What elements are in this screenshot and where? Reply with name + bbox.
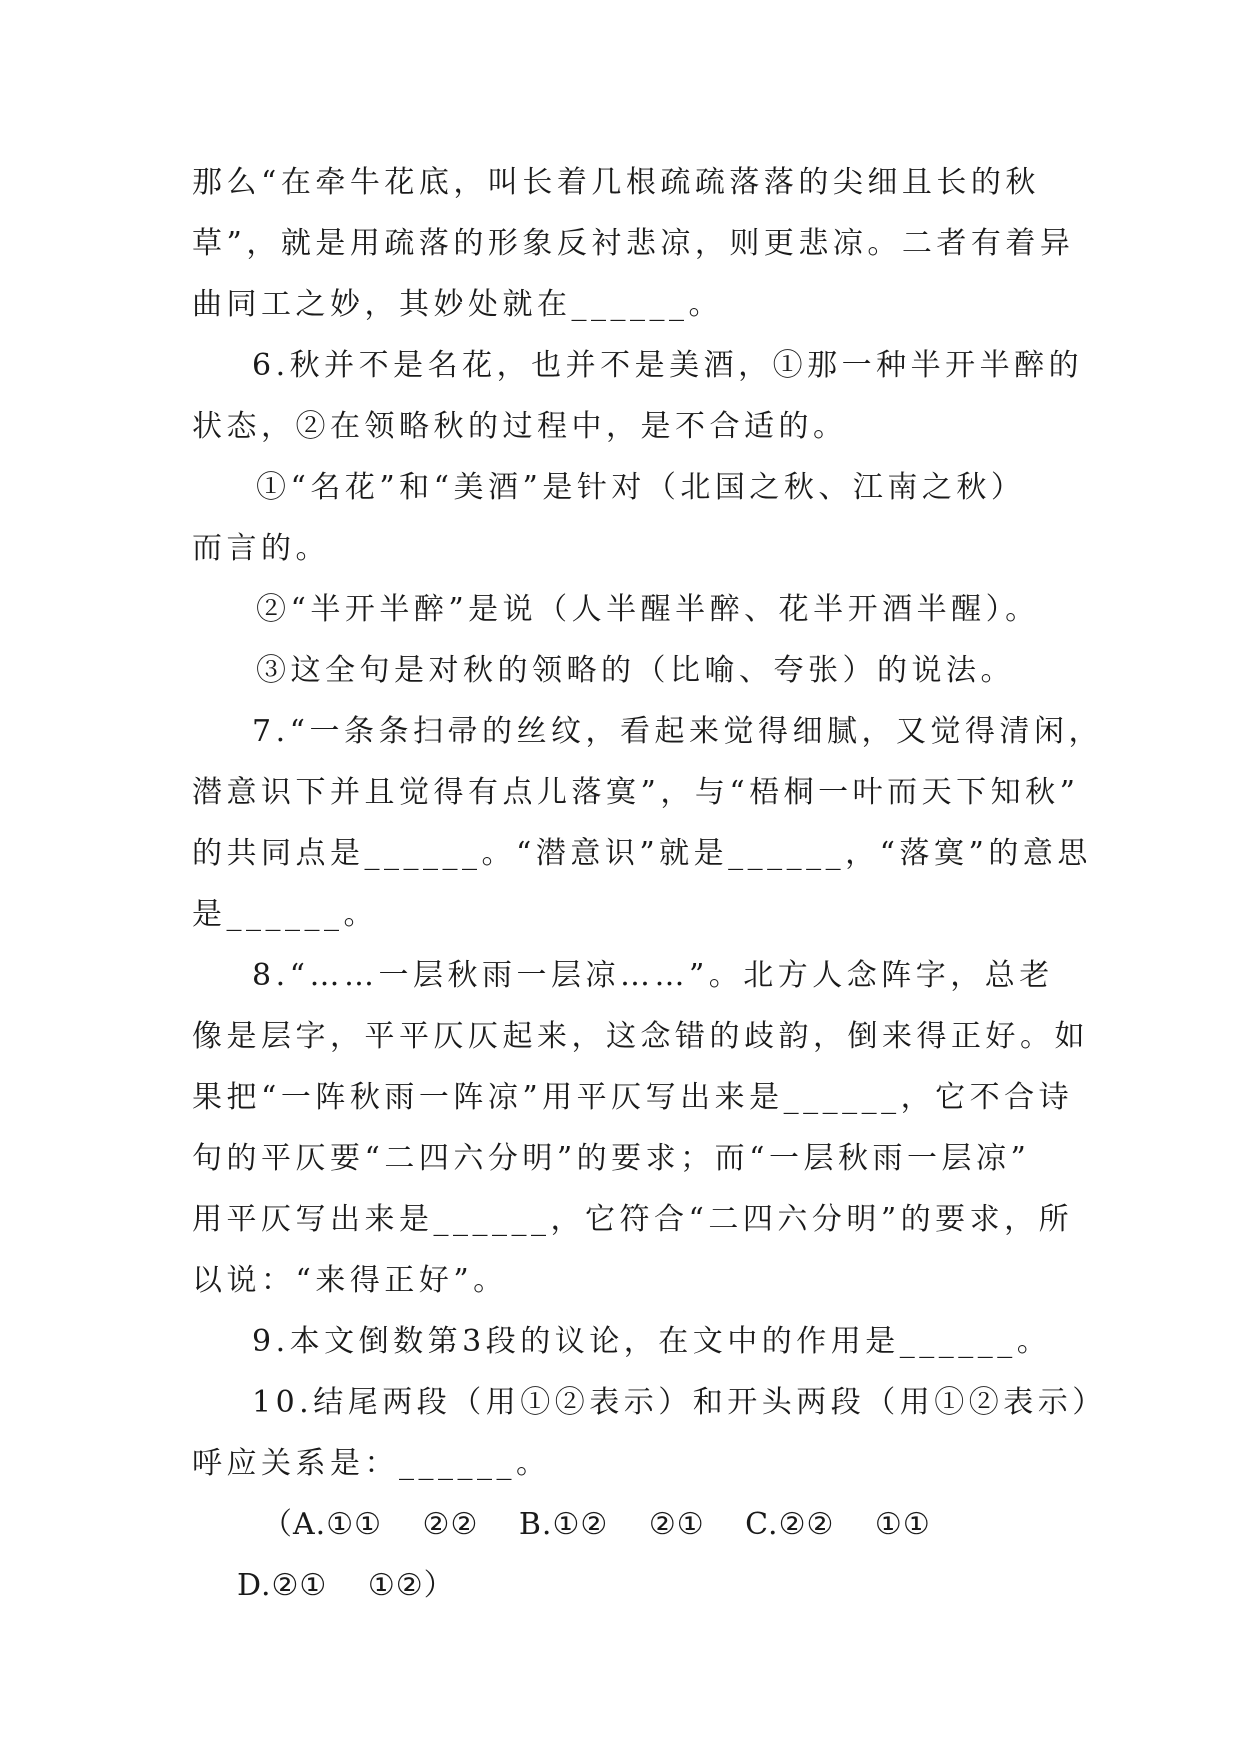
- option-a-right: ②②: [422, 1507, 479, 1542]
- sub-item-3: ③这全句是对秋的领略的（比喻、夸张）的说法。: [256, 653, 1015, 688]
- text-line: 以说：“来得正好”。: [192, 1263, 508, 1298]
- option-d-left: D.②①: [237, 1568, 328, 1603]
- text-line: 曲同工之妙，其妙处就在______。: [192, 287, 723, 322]
- text-line: 句的平仄要“二四六分明”的要求；而“一层秋雨一层凉”: [192, 1141, 1031, 1176]
- option-a-left: （A.①①: [262, 1507, 382, 1542]
- text-line: 是______。: [192, 897, 378, 932]
- text-line: 果把“一阵秋雨一阵凉”用平仄写出来是______，它不合诗: [192, 1080, 1074, 1115]
- option-c-right: ①①: [874, 1507, 931, 1542]
- sub-item-2: ②“半开半醉”是说（人半醒半醉、花半开酒半醒）。: [256, 592, 1040, 627]
- option-d-right: ①②）: [367, 1568, 455, 1603]
- sub-item-1: ①“名花”和“美酒”是针对（北国之秋、江南之秋）: [256, 470, 1026, 505]
- answer-options-row-1: [192, 1494, 1052, 1555]
- text-line: 草”，就是用疏落的形象反衬悲凉，则更悲凉。二者有着异: [192, 226, 1075, 261]
- text-line: 呼应关系是：______。: [192, 1446, 551, 1481]
- text-line: 用平仄写出来是______，它符合“二四六分明”的要求，所: [192, 1202, 1074, 1237]
- option-c-left: C.②②: [745, 1507, 835, 1542]
- question-10: 10.结尾两段（用①②表示）和开头两段（用①②表示）: [252, 1385, 1107, 1420]
- text-line: 潜意识下并且觉得有点儿落寞”，与“梧桐一叶而天下知秋”: [192, 775, 1080, 810]
- question-9: 9.本文倒数第3段的议论，在文中的作用是______。: [252, 1324, 1052, 1359]
- text-line: 而言的。: [192, 531, 330, 566]
- option-b-left: B.①②: [518, 1507, 609, 1542]
- question-7: 7.“一条条扫帚的丝纹，看起来觉得细腻，又觉得清闲，: [252, 714, 1103, 749]
- text-line: 像是层字，平平仄仄起来，这念错的歧韵，倒来得正好。如: [192, 1019, 1089, 1054]
- text-line: 的共同点是______。“潜意识”就是______，“落寞”的意思: [192, 836, 1092, 871]
- answer-options-row-2: [192, 1555, 1052, 1616]
- option-b-right: ②①: [648, 1507, 705, 1542]
- text-line: 那么“在牵牛花底，叫长着几根疏疏落落的尖细且长的秋: [192, 165, 1040, 200]
- question-8: 8.“……一层秋雨一层凉……”。北方人念阵字，总老: [252, 958, 1054, 993]
- text-line: 状态，②在领略秋的过程中，是不合适的。: [192, 409, 848, 444]
- question-6: 6.秋并不是名花，也并不是美酒，①那一种半开半醉的: [252, 348, 1084, 383]
- document-page: [192, 152, 1107, 1616]
